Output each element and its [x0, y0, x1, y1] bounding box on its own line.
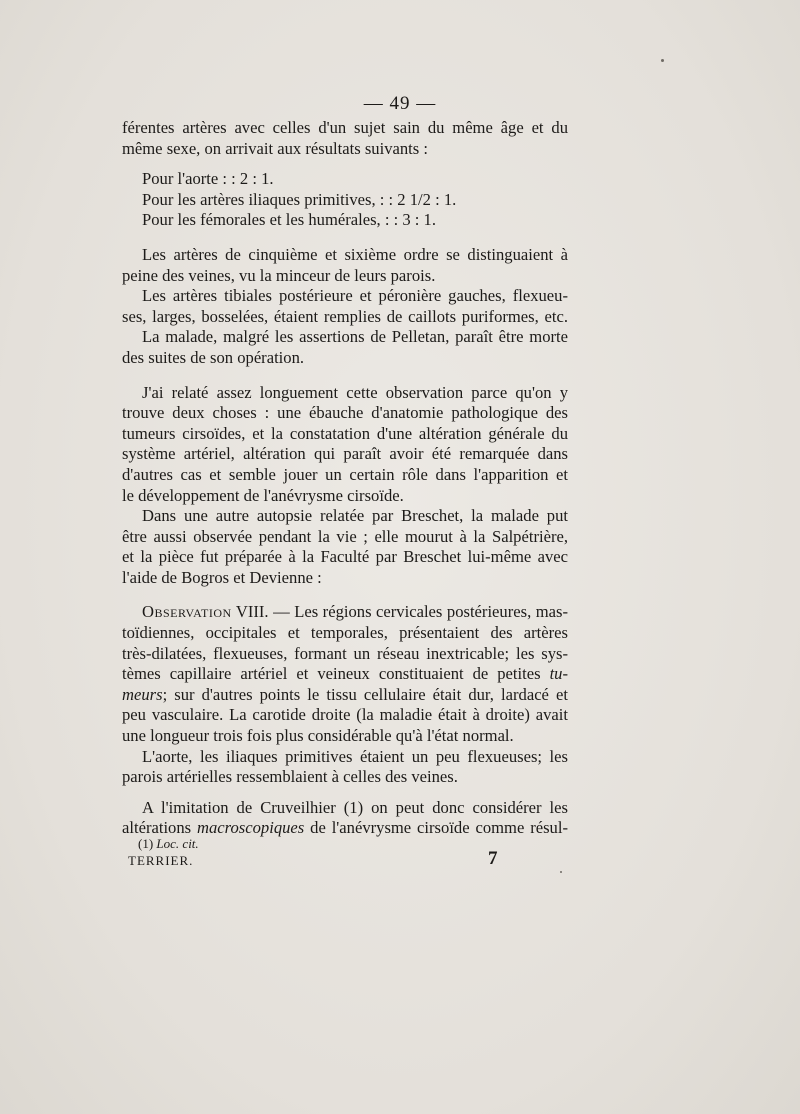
footnote-number: (1) — [138, 836, 157, 851]
signature-mark: TERRIER. — [128, 853, 194, 868]
text-line: d'autres cas et semble jouer un certain rôle dans l'apparition et — [122, 464, 568, 484]
paragraph-gap — [122, 159, 568, 169]
text-line: Les artères tibiales postérieure et péronière gauches, flexueu- — [142, 286, 568, 306]
text-line: des suites de son opération. — [122, 347, 305, 367]
text-line: peu vasculaire. La carotide droite (la maladie était à droite) avait — [122, 705, 568, 725]
text-line: parois artérielles ressemblaient à celles des veines. — [122, 767, 458, 787]
footnote-text: Loc. cit. — [156, 836, 199, 851]
text-line: peine des veines, vu la minceur de leurs parois. — [122, 265, 436, 285]
paragraph-gap — [122, 369, 568, 383]
paragraph-gap — [122, 588, 568, 602]
text-line: tumeurs cirsoïdes, et la constatation d'une altération générale du — [122, 423, 568, 443]
signature-number: 7 — [488, 848, 498, 869]
paper-speck — [560, 871, 562, 873]
text-line: ses, larges, bosselées, étaient remplies de caillots puriformes, etc. — [122, 306, 568, 326]
page-number: — 49 — — [363, 93, 437, 114]
text-line: Pour l'aorte : : 2 : 1. — [142, 169, 274, 189]
text-line: être aussi observée pendant la vie ; elle mourut à la Salpétrière, — [122, 526, 568, 546]
text-line: L'aorte, les iliaques primitives étaient un peu flexueuses; les — [142, 746, 568, 766]
text-line: et la pièce fut préparée à la Faculté par Breschet lui-même avec — [122, 547, 568, 567]
text-line: même sexe, on arrivait aux résultats suivants : — [122, 138, 428, 158]
text-line: l'aide de Bogros et Devienne : — [122, 567, 322, 587]
text-line: système artériel, altération qui paraît avoir été remarquée dans — [122, 444, 568, 464]
text-line: Pour les artères iliaques primitives, : : 2 1/2 : 1. — [142, 189, 457, 209]
text-line: Observation VIII. — Les régions cervicales postérieures, mas- — [142, 602, 568, 622]
observation-label: Observation — [142, 602, 232, 622]
text-line: A l'imitation de Cruveilhier (1) on peut donc considérer les — [142, 797, 568, 817]
text-line: très-dilatées, flexueuses, formant un réseau inextricable; les sys- — [122, 643, 568, 663]
text-line: férentes artères avec celles d'un sujet sain du même âge et du — [122, 118, 568, 137]
text-line: altérations macroscopiques de l'anévrysme cirsoïde comme résul- — [122, 818, 568, 838]
text-line: La malade, malgré les assertions de Pelletan, paraît être morte — [142, 327, 568, 347]
text-line: une longueur trois fois plus considérable qu'à l'état normal. — [122, 726, 514, 746]
text-line: J'ai relaté assez longuement cette observation parce qu'on y — [142, 382, 568, 402]
text-line: le développement de l'anévrysme cirsoïde. — [122, 485, 404, 505]
text-line: trouve deux choses : une ébauche d'anatomie pathologique des — [122, 403, 568, 423]
text-line: Les artères de cinquième et sixième ordre se distinguaient à — [142, 244, 568, 264]
text-line: toïdiennes, occipitales et temporales, présentaient des artères — [122, 623, 568, 643]
text-line: Dans une autre autopsie relatée par Breschet, la malade put — [142, 506, 568, 526]
paragraph-gap — [122, 231, 568, 245]
text-line: tèmes capillaire artériel et veineux constituaient de petites tu- — [122, 664, 568, 684]
text-line: meurs; sur d'autres points le tissu cellulaire était dur, lardacé et — [122, 684, 568, 704]
footnote — [138, 835, 199, 853]
text-line: Pour les fémorales et les humérales, : : 3 : 1. — [142, 210, 437, 230]
paper-speck — [661, 59, 664, 62]
body-text — [122, 118, 568, 839]
paragraph-gap — [122, 788, 568, 798]
